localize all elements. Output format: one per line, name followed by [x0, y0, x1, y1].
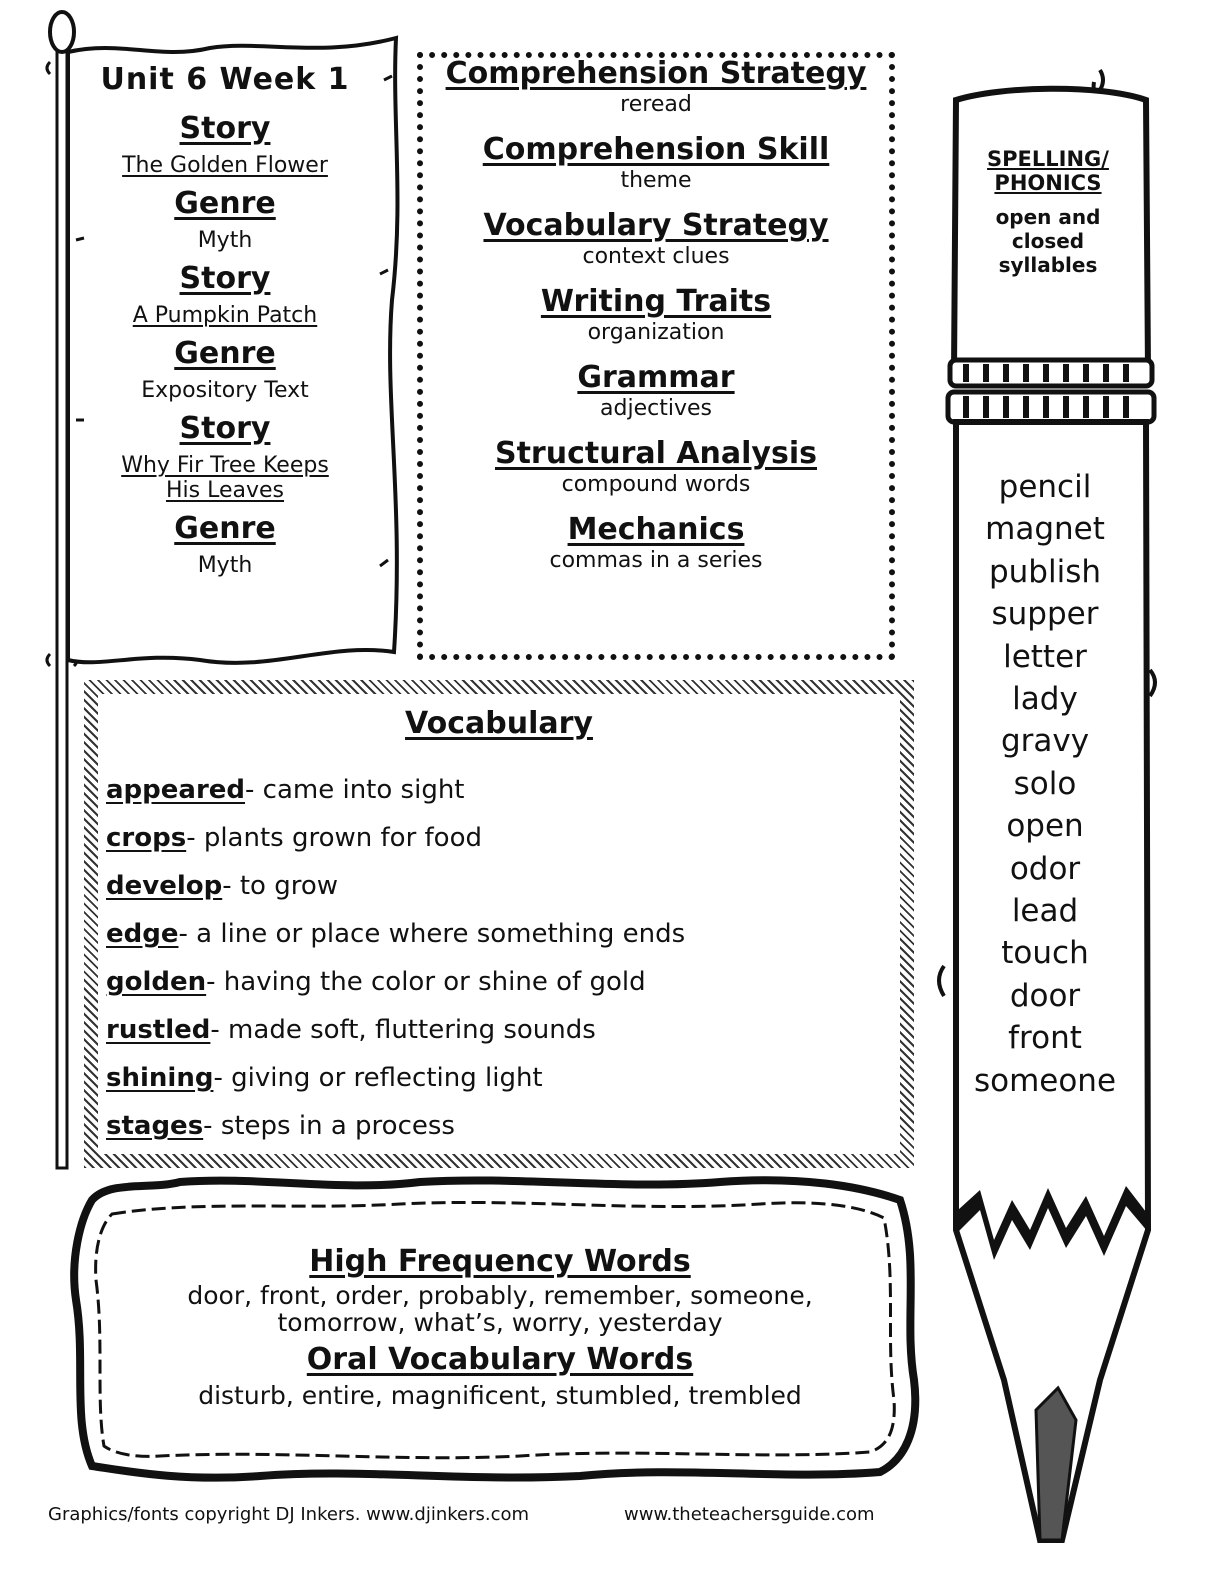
genre-label: Genre — [174, 336, 276, 371]
footer-copyright: Graphics/fonts copyright DJ Inkers. www.djinkers.com — [48, 1504, 530, 1525]
genre-value: Myth — [197, 228, 253, 253]
story-title: Why Fir Tree Keeps His Leaves — [121, 453, 329, 503]
oral-vocabulary-words: disturb, entire, magnificent, stumbled, trembled — [198, 1381, 802, 1410]
vocabulary-entry — [106, 1006, 896, 1054]
vocabulary-definition: - giving or reflecting light — [213, 1063, 543, 1093]
vocabulary-entry — [106, 1102, 896, 1150]
spelling-word: lead — [1011, 893, 1079, 930]
vocabulary-word: rustled — [106, 1015, 211, 1045]
spelling-word: someone — [973, 1062, 1117, 1099]
spelling-word: pencil — [998, 469, 1092, 505]
spelling-word: magnet — [985, 511, 1105, 548]
footer-website: www.theteachersguide.com — [624, 1504, 875, 1525]
high-frequency-line: door, front, order, probably, remember, someone, — [187, 1281, 813, 1310]
unit-info-panel — [90, 62, 360, 586]
story-title: The Golden Flower — [122, 153, 328, 178]
vocabulary-definition: - made soft, fluttering sounds — [210, 1015, 596, 1045]
vocabulary-word: edge — [106, 919, 179, 949]
skill-value: organization — [587, 320, 725, 345]
story-label: Story — [179, 261, 271, 296]
vocabulary-entry — [106, 766, 896, 814]
story-title: A Pumpkin Patch — [132, 303, 318, 328]
vocabulary-word: stages — [106, 1111, 204, 1141]
vocabulary-word: appeared — [106, 775, 246, 805]
genre-value: Myth — [197, 553, 253, 578]
vocabulary-definition: - steps in a process — [203, 1111, 455, 1141]
skill-value: adjectives — [600, 396, 712, 421]
spelling-word: supper — [991, 596, 1099, 633]
spelling-pattern: closed — [1011, 229, 1085, 253]
story-label: Story — [179, 411, 271, 446]
skills-panel — [417, 56, 895, 588]
spelling-word: publish — [988, 553, 1102, 590]
high-frequency-line: tomorrow, what’s, worry, yesterday — [277, 1308, 723, 1337]
oral-vocabulary-title: Oral Vocabulary Words — [306, 1342, 694, 1377]
skill-value: theme — [620, 168, 692, 193]
vocabulary-entry — [106, 814, 896, 862]
spelling-word-list — [965, 466, 1125, 1102]
vocabulary-definition: - to grow — [222, 871, 339, 901]
spelling-word: front — [1008, 1020, 1082, 1057]
spelling-word: odor — [1009, 850, 1081, 887]
skill-label: Comprehension Strategy — [445, 56, 867, 91]
spelling-word: gravy — [1000, 723, 1090, 760]
high-frequency-title: High Frequency Words — [309, 1244, 691, 1279]
skill-label: Vocabulary Strategy — [483, 208, 829, 243]
spelling-title: PHONICS — [994, 171, 1102, 195]
spelling-word: open — [1006, 808, 1084, 845]
spelling-title: SPELLING/ — [987, 147, 1109, 171]
skill-value: context clues — [582, 244, 730, 269]
spelling-header — [975, 147, 1121, 277]
vocabulary-entry — [106, 910, 896, 958]
skill-label: Mechanics — [567, 512, 745, 547]
vocabulary-definition: - came into sight — [245, 775, 465, 805]
skill-value: commas in a series — [549, 548, 763, 573]
vocabulary-word: golden — [106, 967, 207, 997]
spelling-word: lady — [1012, 681, 1078, 718]
skill-value: reread — [620, 92, 692, 117]
genre-label: Genre — [174, 186, 276, 221]
story-label: Story — [179, 111, 271, 146]
vocabulary-entry — [106, 958, 896, 1006]
spelling-word: solo — [1013, 765, 1077, 802]
skill-value: compound words — [561, 472, 751, 497]
genre-value: Expository Text — [141, 378, 309, 403]
skill-label: Comprehension Skill — [482, 132, 830, 167]
word-lists-panel — [140, 1242, 860, 1409]
vocabulary-title: Vocabulary — [405, 706, 593, 741]
spelling-word: touch — [1001, 935, 1089, 972]
genre-label: Genre — [174, 511, 276, 546]
spelling-word: door — [1009, 977, 1081, 1014]
unit-title: Unit 6 Week 1 — [100, 62, 350, 97]
spelling-word: letter — [1003, 638, 1087, 675]
skill-label: Writing Traits — [540, 284, 772, 319]
spelling-pattern: syllables — [998, 253, 1098, 277]
skill-label: Grammar — [577, 360, 735, 395]
vocabulary-definition: - plants grown for food — [186, 823, 483, 853]
vocabulary-entry — [106, 862, 896, 910]
vocabulary-word: shining — [106, 1063, 214, 1093]
vocabulary-definition: - having the color or shine of gold — [206, 967, 646, 997]
vocabulary-definition: - a line or place where something ends — [178, 919, 686, 949]
vocabulary-word: crops — [106, 823, 187, 853]
skill-label: Structural Analysis — [494, 436, 817, 471]
vocabulary-word: develop — [106, 871, 223, 901]
vocabulary-entry — [106, 1054, 896, 1102]
vocabulary-list — [106, 766, 896, 1150]
spelling-pattern: open and — [995, 205, 1101, 229]
